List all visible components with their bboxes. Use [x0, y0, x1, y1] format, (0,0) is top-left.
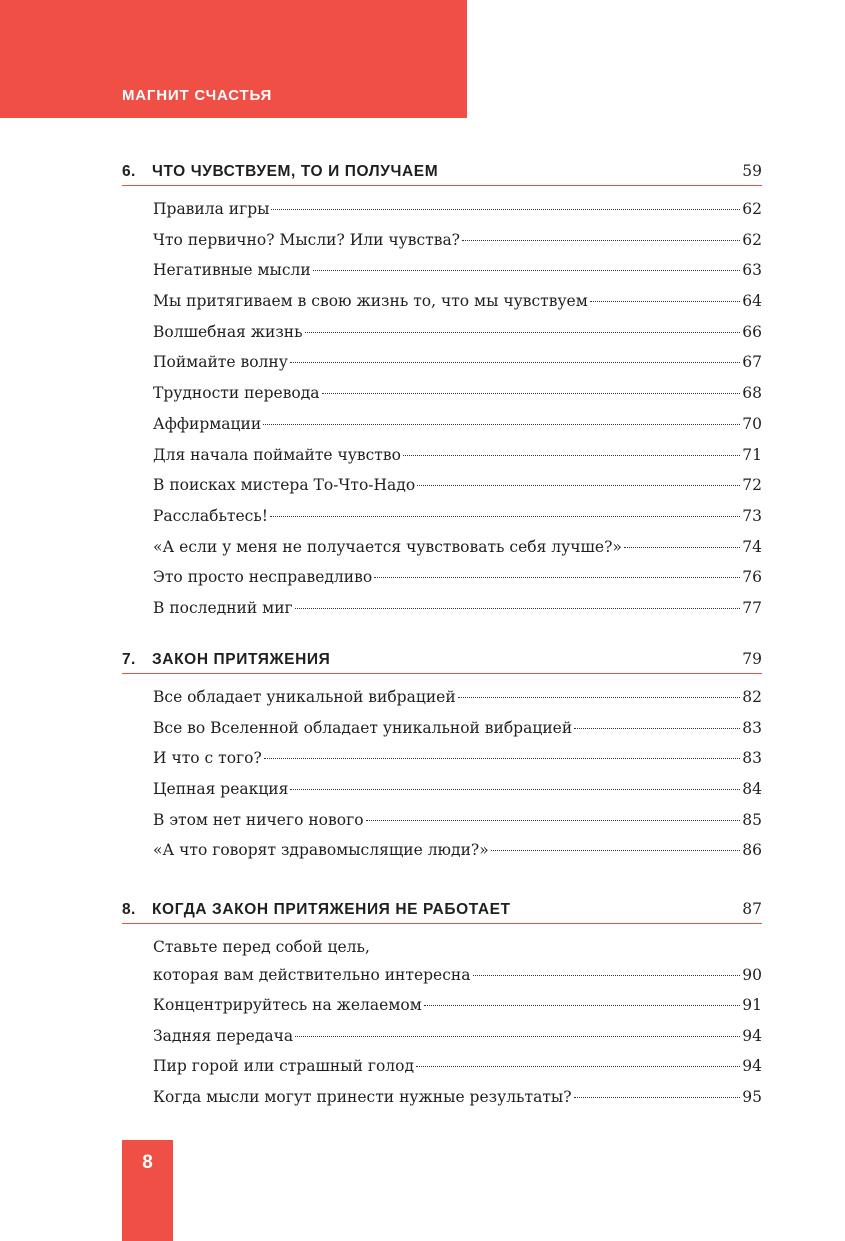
- entry-page: 94: [742, 1026, 762, 1045]
- toc-entry[interactable]: [153, 261, 762, 292]
- entry-label: Аффирмации: [153, 414, 262, 433]
- entry-page: 71: [742, 445, 762, 464]
- entry-page: 83: [742, 749, 762, 768]
- entry-label: «А что говорят здравомыслящие люди?»: [153, 841, 489, 860]
- entry-page: 90: [742, 966, 762, 984]
- dot-leader: [424, 1005, 741, 1006]
- chapter-heading[interactable]: [122, 162, 762, 186]
- toc-entry[interactable]: [153, 323, 762, 354]
- toc-entry[interactable]: [153, 384, 762, 415]
- toc-entry[interactable]: [153, 292, 762, 323]
- dot-leader: [374, 577, 740, 578]
- folio-box: [122, 1140, 173, 1241]
- chapter-number: 8.: [122, 901, 136, 918]
- dot-leader: [416, 1066, 740, 1067]
- entry-page: 72: [742, 476, 762, 495]
- toc-entry[interactable]: [153, 476, 762, 507]
- chapter-page: 79: [742, 650, 762, 668]
- entry-label: В этом нет ничего нового: [153, 810, 364, 829]
- dot-leader: [491, 850, 741, 851]
- toc-entries: [122, 688, 762, 872]
- entry-label: Все во Вселенной обладает уникальной вибрацией: [153, 718, 573, 737]
- entry-label: В поисках мистера То-Что-Надо: [153, 476, 416, 495]
- running-title: МАГНИТ СЧАСТЬЯ: [122, 87, 273, 104]
- toc-entry[interactable]: [153, 938, 762, 996]
- dot-leader: [290, 362, 740, 363]
- dot-leader: [271, 209, 740, 210]
- entry-label: Концентрируйтесь на желаемом: [153, 996, 422, 1014]
- entry-page: 86: [742, 841, 762, 860]
- entry-label: Правила игры: [153, 200, 270, 218]
- dot-leader: [473, 975, 741, 976]
- chapter-page: 59: [742, 162, 762, 180]
- entry-label: Пир горой или страшный голод: [153, 1057, 415, 1076]
- entry-label: В последний миг: [153, 598, 293, 617]
- entry-label: Когда мысли могут принести нужные результаты?: [153, 1088, 572, 1107]
- entry-label: Расслабьтесь!: [153, 506, 268, 525]
- entry-label-line1: Ставьте перед собой цель,: [153, 938, 370, 956]
- dot-leader: [263, 424, 740, 425]
- toc-entry[interactable]: [153, 231, 762, 262]
- chapter-number: 7.: [122, 651, 136, 668]
- entry-page: 95: [742, 1088, 762, 1107]
- toc-entries: [122, 200, 762, 630]
- chapter-6: [122, 162, 762, 630]
- dot-leader: [270, 516, 740, 517]
- entry-page: 85: [742, 810, 762, 829]
- toc-entry[interactable]: [153, 996, 762, 1027]
- toc-entry[interactable]: [153, 1088, 762, 1119]
- dot-leader: [403, 455, 740, 456]
- dot-leader: [295, 608, 741, 609]
- dot-leader: [458, 697, 741, 698]
- entry-page: 62: [742, 230, 762, 249]
- entry-page: 83: [742, 718, 762, 737]
- entry-label: Негативные мысли: [153, 261, 311, 280]
- dot-leader: [574, 728, 740, 729]
- chapter-title: ЧТО ЧУВСТВУЕМ, ТО И ПОЛУЧАЕМ: [152, 163, 439, 180]
- entry-page: 74: [742, 537, 762, 556]
- dot-leader: [417, 485, 740, 486]
- entry-page: 64: [742, 292, 762, 311]
- entry-label: Все обладает уникальной вибрацией: [153, 688, 456, 706]
- chapter-title: ЗАКОН ПРИТЯЖЕНИЯ: [152, 651, 331, 668]
- entry-page: 94: [742, 1057, 762, 1076]
- entry-page: 91: [742, 996, 762, 1014]
- dot-leader: [322, 393, 741, 394]
- entry-label: «А если у меня не получается чувствовать себя лучше?»: [153, 537, 622, 556]
- toc-entry[interactable]: [153, 1057, 762, 1088]
- entry-page: 66: [742, 322, 762, 341]
- toc-entries: [122, 938, 762, 1119]
- toc-entry[interactable]: [153, 200, 762, 231]
- toc-entry[interactable]: [153, 415, 762, 446]
- chapter-heading[interactable]: [122, 650, 762, 674]
- entry-page: 77: [742, 598, 762, 617]
- dot-leader: [590, 301, 740, 302]
- entry-label: Это просто несправедливо: [153, 568, 373, 587]
- entry-label: Мы притягиваем в свою жизнь то, что мы чувствуем: [153, 292, 588, 311]
- entry-page: 67: [742, 353, 762, 372]
- entry-page: 63: [742, 261, 762, 280]
- dot-leader: [313, 270, 741, 271]
- entry-label: Цепная реакция: [153, 780, 289, 799]
- chapter-7: [122, 650, 762, 872]
- toc-entry[interactable]: [153, 749, 762, 780]
- entry-label: Поймайте волну: [153, 353, 288, 372]
- entry-page: 84: [742, 780, 762, 799]
- toc-entry[interactable]: [153, 1027, 762, 1058]
- toc-entry[interactable]: [153, 538, 762, 569]
- toc-entry[interactable]: [153, 568, 762, 599]
- dot-leader: [290, 789, 740, 790]
- entry-label: которая вам действительно интересна: [153, 966, 471, 984]
- chapter-title: КОГДА ЗАКОН ПРИТЯЖЕНИЯ НЕ РАБОТАЕТ: [152, 901, 511, 918]
- entry-label: Трудности перевода: [153, 384, 320, 403]
- toc-entry[interactable]: [153, 353, 762, 384]
- toc-entry[interactable]: [153, 507, 762, 538]
- chapter-8: [122, 900, 762, 1119]
- entry-label: Что первично? Мысли? Или чувства?: [153, 230, 460, 249]
- entry-label: И что с того?: [153, 749, 262, 768]
- dot-leader: [574, 1097, 741, 1098]
- toc-entry[interactable]: [153, 688, 762, 719]
- page-number: 8: [142, 1152, 153, 1173]
- dot-leader: [624, 547, 740, 548]
- entry-page: 62: [742, 200, 762, 218]
- dot-leader: [305, 332, 741, 333]
- dot-leader: [366, 820, 741, 821]
- toc-entry[interactable]: [153, 719, 762, 750]
- entry-page: 70: [742, 414, 762, 433]
- entry-label: Волшебная жизнь: [153, 322, 303, 341]
- entry-page: 76: [742, 568, 762, 587]
- entry-page: 73: [742, 506, 762, 525]
- entry-page: 68: [742, 384, 762, 403]
- entry-label: Задняя передача: [153, 1026, 294, 1045]
- toc-entry[interactable]: [153, 841, 762, 872]
- entry-page: 82: [742, 688, 762, 706]
- dot-leader: [462, 240, 740, 241]
- entry-label: Для начала поймайте чувство: [153, 445, 401, 464]
- dot-leader: [295, 1036, 740, 1037]
- toc-entry[interactable]: [153, 811, 762, 842]
- toc-entry[interactable]: [153, 446, 762, 477]
- toc-entry[interactable]: [153, 780, 762, 811]
- chapter-page: 87: [742, 900, 762, 918]
- chapter-heading[interactable]: [122, 900, 762, 924]
- chapter-number: 6.: [122, 163, 136, 180]
- dot-leader: [264, 758, 740, 759]
- toc-entry[interactable]: [153, 599, 762, 630]
